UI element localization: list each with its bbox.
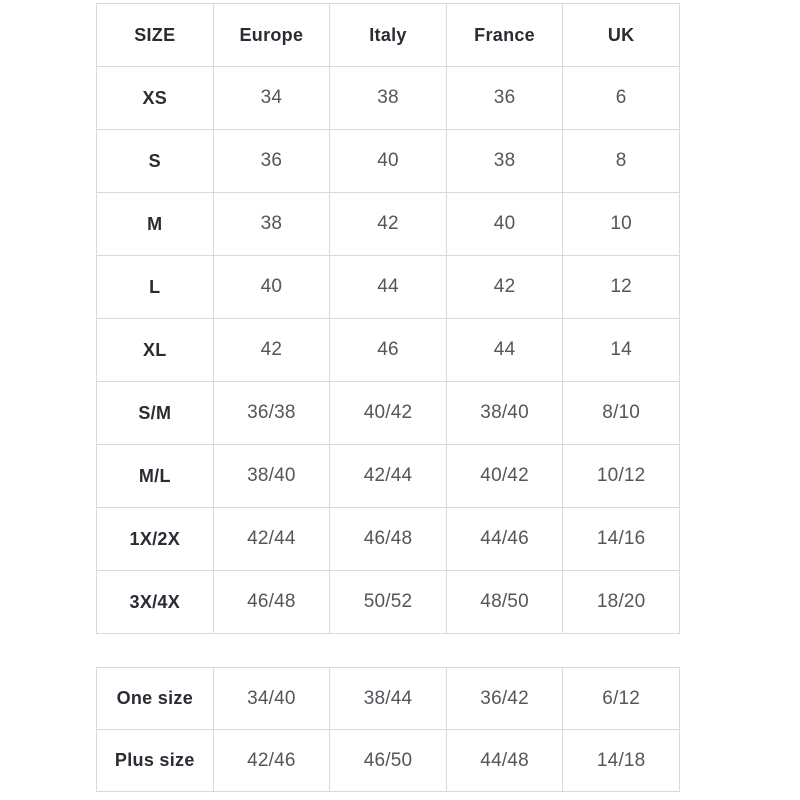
table-row	[97, 730, 680, 792]
cell-value: 12	[563, 256, 680, 319]
cell-value: 42	[330, 193, 447, 256]
table-row	[97, 382, 680, 445]
cell-value: 46/48	[213, 571, 330, 634]
cell-value: 38	[446, 130, 563, 193]
row-label: 3X/4X	[97, 571, 214, 634]
table-row	[97, 508, 680, 571]
cell-value: 48/50	[446, 571, 563, 634]
table-row	[97, 668, 680, 730]
cell-value: 38/40	[446, 382, 563, 445]
cell-value: 46/48	[330, 508, 447, 571]
column-header: UK	[563, 4, 680, 67]
cell-value: 40	[213, 256, 330, 319]
cell-value: 46/50	[330, 730, 447, 792]
table-body	[97, 668, 680, 792]
cell-value: 40	[446, 193, 563, 256]
table-row	[97, 193, 680, 256]
cell-value: 40	[330, 130, 447, 193]
cell-value: 42	[446, 256, 563, 319]
cell-value: 14/18	[563, 730, 680, 792]
cell-value: 10	[563, 193, 680, 256]
column-header: Italy	[330, 4, 447, 67]
cell-value: 36	[446, 67, 563, 130]
cell-value: 44	[446, 319, 563, 382]
row-label: M/L	[97, 445, 214, 508]
cell-value: 38/44	[330, 668, 447, 730]
table-row	[97, 67, 680, 130]
table-header	[97, 4, 680, 67]
row-label: M	[97, 193, 214, 256]
cell-value: 6/12	[563, 668, 680, 730]
cell-value: 14/16	[563, 508, 680, 571]
cell-value: 8	[563, 130, 680, 193]
row-label: L	[97, 256, 214, 319]
cell-value: 42/46	[213, 730, 330, 792]
cell-value: 44/48	[446, 730, 563, 792]
cell-value: 10/12	[563, 445, 680, 508]
cell-value: 50/52	[330, 571, 447, 634]
cell-value: 42/44	[330, 445, 447, 508]
row-label: One size	[97, 668, 214, 730]
table-body	[97, 67, 680, 634]
row-label: XL	[97, 319, 214, 382]
column-header: SIZE	[97, 4, 214, 67]
one-size-plus-size-table	[96, 667, 680, 792]
cell-value: 42	[213, 319, 330, 382]
table-row	[97, 256, 680, 319]
row-label: XS	[97, 67, 214, 130]
cell-value: 18/20	[563, 571, 680, 634]
table-row	[97, 445, 680, 508]
cell-value: 6	[563, 67, 680, 130]
row-label: 1X/2X	[97, 508, 214, 571]
cell-value: 38/40	[213, 445, 330, 508]
cell-value: 38	[213, 193, 330, 256]
cell-value: 14	[563, 319, 680, 382]
row-label: Plus size	[97, 730, 214, 792]
cell-value: 38	[330, 67, 447, 130]
cell-value: 40/42	[330, 382, 447, 445]
cell-value: 40/42	[446, 445, 563, 508]
cell-value: 36/42	[446, 668, 563, 730]
cell-value: 36/38	[213, 382, 330, 445]
table-row	[97, 130, 680, 193]
header-row	[97, 4, 680, 67]
cell-value: 44	[330, 256, 447, 319]
cell-value: 8/10	[563, 382, 680, 445]
cell-value: 46	[330, 319, 447, 382]
table-row	[97, 319, 680, 382]
column-header: France	[446, 4, 563, 67]
cell-value: 34	[213, 67, 330, 130]
column-header: Europe	[213, 4, 330, 67]
cell-value: 44/46	[446, 508, 563, 571]
row-label: S	[97, 130, 214, 193]
row-label: S/M	[97, 382, 214, 445]
cell-value: 36	[213, 130, 330, 193]
cell-value: 34/40	[213, 668, 330, 730]
table-row	[97, 571, 680, 634]
size-conversion-table	[96, 3, 680, 634]
cell-value: 42/44	[213, 508, 330, 571]
